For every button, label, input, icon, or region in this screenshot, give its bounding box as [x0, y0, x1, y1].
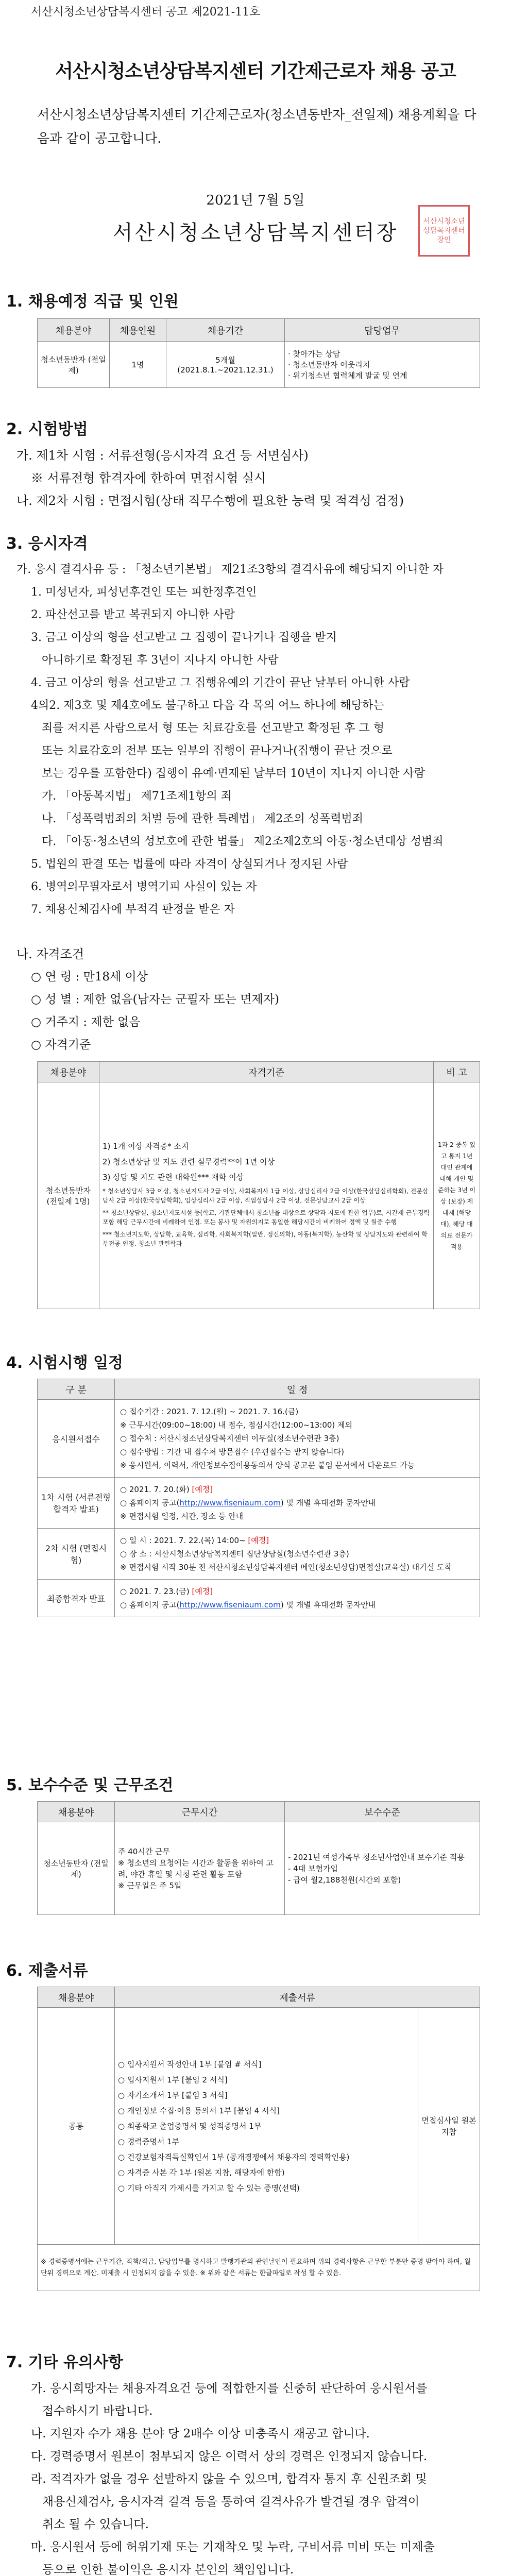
s3-item: 또는 치료감호의 전부 또는 일부의 집행이 끝나거나(집행이 끝난 것으로 — [31, 744, 393, 757]
th-s6-field: 채용분야 — [38, 1987, 115, 2008]
notice-number: 서산시청소년상담복지센터 공고 제2021-11호 — [31, 6, 261, 19]
schedule-detail — [115, 1478, 480, 1529]
s3-item: 6. 병역의무필자로서 병역기피 사실이 있는 자 — [31, 880, 257, 893]
doc-item: ○ 건강보험자격득실확인서 1부 (공개경쟁에서 채용자의 경력확인용) — [118, 2152, 350, 2162]
s3-b-item: ○ 거주지 : 제한 없음 — [31, 1015, 141, 1029]
intro-text: 서산시청소년상담복지센터 기간제근로자(청소년동반자_전일제) 채용계획을 다음과 같이 공고합니다. — [37, 107, 476, 146]
s3-items — [31, 581, 484, 921]
schedule-line: ○ 홈페이지 공고(http://www.fiseniaum.com) 및 개별 휴대전화 문자안내 — [120, 1600, 376, 1609]
schedule-line: ※ 근무시간(09:00~18:00) 내 접수, 점심시간(12:00~13:00) 제외 — [120, 1420, 353, 1430]
section-4-table — [37, 1379, 480, 1617]
doc-item: ○ 최종학교 졸업증명서 및 성적증명서 1부 — [118, 2121, 262, 2131]
schedule-line: ○ 접수처 : 서산시청소년상담복지센터 이무실(청소년수련관 3층) — [120, 1434, 339, 1443]
schedule-kind: 최종합격자 발표 — [38, 1580, 115, 1617]
th-s6-docs: 제출서류 — [115, 1987, 480, 2008]
table-row — [38, 1400, 480, 1478]
s3-b-item: ○ 자격기준 — [31, 1038, 91, 1052]
official-seal-icon: 서산시청소년상담복지센터장인 — [418, 205, 470, 257]
td-count: 1명 — [110, 342, 166, 388]
section-5-title: 5. 보수수준 및 근무조건 — [6, 1776, 174, 1794]
table-row — [38, 1478, 480, 1529]
s3-item: 아니하기로 확정된 후 3년이 지나지 아니한 사람 — [31, 654, 279, 667]
s3-item: 3. 금고 이상의 형을 선고받고 그 집행이 끝나거나 집행을 받지 — [31, 631, 337, 644]
s7-item: 라. 적격자가 없을 경우 선발하지 않을 수 있으며, 합격자 통지 후 신원조회 및 — [31, 2472, 427, 2486]
schedule-kind: 2차 시험 (면접시험) — [38, 1529, 115, 1580]
th-s3-note: 비 고 — [434, 1062, 480, 1082]
schedule-kind: 응시원서접수 — [38, 1400, 115, 1478]
td-s3-field: 청소년동반자 (전일제 1명) — [38, 1082, 99, 1309]
th-s3-field: 채용분야 — [38, 1062, 99, 1082]
s7-item: 다. 경력증명서 원본이 첨부되지 않은 이력서 상의 경력은 인정되지 않습니다. — [31, 2450, 428, 2463]
td-s5-field: 청소년동반자 (전일제) — [38, 1822, 115, 1915]
schedule-line: ※ 면접시험 시작 30분 전 서산시청소년상담복지센터 메인(청소년상담)면접실(교육실) 대기실 도착 — [120, 1563, 452, 1572]
section-5-table — [37, 1801, 480, 1915]
schedule-detail — [115, 1580, 480, 1617]
s3-item: 1. 미성년자, 피성년후견인 또는 피한정후견인 — [31, 586, 257, 599]
td-s3-note: 1과 2 중복 있고 통지 1년 대인 관계에 대해 개인 및 준하는 3년 이상 (보장) 제 대제 (해당 대), 해당 대 의료 전문가 적용 — [434, 1082, 480, 1309]
schedule-line: ○ 장 소 : 서산시청소년상담복지센터 집단상담실(청소년수련관 3층) — [120, 1549, 349, 1558]
doc-item: ○ 입사지원서 작성안내 1부 [붙임 # 서식] — [118, 2059, 262, 2069]
s7-item: 취소 될 수 있습니다. — [31, 2518, 149, 2531]
s7-items — [31, 2377, 484, 2576]
s3-item: 7. 채용신체검사에 부적격 판정을 받은 자 — [31, 903, 235, 916]
td-s5-pay: - 2021년 여성가족부 청소년사업안내 보수기준 적용 - 4대 보험가입 - 급여 월2,188천원(시간외 포함) — [285, 1822, 480, 1915]
schedule-line: ○ 2021. 7. 23.(금) [예정] — [120, 1587, 213, 1596]
th-period: 채용기간 — [166, 319, 285, 342]
table-row — [38, 1529, 480, 1580]
s7-item: 마. 응시원서 등에 허위기재 또는 기재착오 및 누락, 구비서류 미비 또는 미제출 — [31, 2540, 435, 2554]
schedule-line: ○ 접수방법 : 기간 내 접수처 방문접수 (우편접수는 받지 않습니다) — [120, 1447, 345, 1456]
td-s6-field: 공통 — [38, 2008, 115, 2245]
schedule-line: ※ 면접시험 일정, 시간, 장소 등 안내 — [120, 1512, 244, 1521]
s3-item: 죄를 저지른 사람으로서 형 또는 치료감호를 선고받고 확정된 후 그 형 — [31, 722, 384, 735]
schedule-line: ○ 홈페이지 공고(http://www.fiseniaum.com) 및 개별 휴대전화 문자안내 — [120, 1498, 376, 1507]
s3-a: 가. 응시 결격사유 등 : 「청소년기본법」 제21조3항의 결격사유에 해당되지 아니한 자 — [16, 563, 444, 576]
s3-item: 다. 「아동·청소년의 성보호에 관한 법률」 제2조제2호의 아동·청소년대상 성범죄 — [31, 835, 444, 848]
criteria-line: * 청소년상담사 3급 이상, 청소년지도사 2급 이상, 사회복지사 1급 이상, 상담심리사 2급 이상(한국상담심리학회), 전문상담사 2급 이상(한국상담학회), 임상심리사 2급 이상, 직업상담사 2급 이상, 전문상담교사 2급 이상 — [103, 1187, 429, 1204]
section-3-table — [37, 1061, 480, 1309]
td-period: 5개월 (2021.8.1.~2021.12.31.) — [166, 342, 285, 388]
s3-b-item: ○ 성 별 : 제한 없음(남자는 군필자 또는 면제자) — [31, 993, 279, 1006]
th-duty: 담당업무 — [285, 319, 480, 342]
th-count: 채용인원 — [110, 319, 166, 342]
s3-item: 나. 「성폭력범죄의 처벌 등에 관한 특례법」 제2조의 성폭력범죄 — [31, 812, 363, 825]
s7-item: 가. 응시희망자는 채용자격요건 등에 적합한지를 신중히 판단하여 응시원서를 — [31, 2382, 428, 2395]
s7-item: 접수하시기 바랍니다. — [31, 2404, 153, 2418]
s7-item: 채용신체검사, 응시자격 결격 등을 통하여 결격사유가 발견될 경우 합격이 — [31, 2495, 420, 2509]
schedule-line: ○ 2021. 7. 20.(화) [예정] — [120, 1485, 213, 1494]
td-field: 청소년동반자 (전일제) — [38, 342, 110, 388]
s3-item: 2. 파산선고를 받고 복권되지 아니한 사람 — [31, 608, 235, 621]
schedule-detail — [115, 1400, 480, 1478]
schedule-line: ○ 일 시 : 2021. 7. 22.(목) 14:00~ [예정] — [120, 1536, 269, 1545]
th-s5-field: 채용분야 — [38, 1802, 115, 1822]
doc-item: ○ 자격증 사본 각 1부 (원본 지참, 해당자에 한함) — [118, 2167, 285, 2177]
doc-item: ○ 경력증명서 1부 — [118, 2137, 180, 2146]
th-s4-schedule: 일 정 — [115, 1379, 480, 1400]
section-1-title: 1. 채용예정 직급 및 인원 — [6, 293, 179, 311]
s3-b-item: ○ 연 령 : 만18세 이상 — [31, 970, 148, 984]
td-s3-criteria — [99, 1082, 434, 1309]
schedule-detail — [115, 1529, 480, 1580]
doc-item: ○ 기타 아직지 가제시를 가지고 할 수 있는 증명(선택) — [118, 2183, 300, 2193]
doc-item: ○ 입사지원서 1부 [붙임 2 서식] — [118, 2075, 228, 2084]
s3-item: 5. 법원의 판결 또는 법률에 따라 자격이 상실되거나 정지된 사람 — [31, 858, 348, 871]
s2-line-3: 나. 제2차 시험 : 면접시험(상태 직무수행에 필요한 능력 및 적격성 검정) — [16, 494, 404, 508]
s3-b-items — [31, 965, 279, 1056]
criteria-line: 2) 청소년상담 및 지도 관련 실무경력**이 1년 이상 — [103, 1157, 275, 1166]
notice-date: 2021년 7월 5일 — [206, 193, 305, 208]
td-s6-side: 면접심사일 원본 지참 — [418, 2008, 480, 2245]
td-s6-docs — [115, 2008, 418, 2245]
criteria-line: 3) 상담 및 지도 관련 대학원*** 재학 이상 — [103, 1172, 244, 1182]
s3-item: 보는 경우를 포함한다) 집행이 유예·면제된 날부터 10년이 지나지 아니한 사람 — [31, 767, 425, 780]
td-duty: · 찾아가는 상담 · 청소년동반자 어웃리치 · 위기청소년 협력체계 발굴 및 연계 — [285, 342, 480, 388]
criteria-line: 1) 1개 이상 자격증* 소지 — [103, 1141, 189, 1151]
th-field: 채용분야 — [38, 319, 110, 342]
th-s5-pay: 보수수준 — [285, 1802, 480, 1822]
s3-item: 4의2. 제3호 및 제4호에도 불구하고 다음 각 목의 어느 하나에 해당하는 — [31, 699, 384, 712]
s3-b-title: 나. 자격조건 — [16, 947, 84, 961]
s7-item: 등으로 인한 불이익은 응시자 본인의 책임입니다. — [31, 2563, 294, 2576]
criteria-line: ** 청소년상담실, 청소년지도시설 등(학교, 기관단체에서 청소년을 대상으로 상담과 지도에 관한 업무)로, 시간제 근무경력 포함 해당 근무시간에 비례하여 인정. 또는 봉사 및 자원의지로 동일한 해당시간이 비례하여 정액 및 월중 수행 — [103, 1209, 430, 1226]
section-6-title: 6. 제출서류 — [6, 1962, 88, 1980]
organization-name: 서산시청소년상담복지센터장 — [112, 221, 399, 245]
table-row — [38, 1580, 480, 1617]
section-2-title: 2. 시험방법 — [6, 420, 88, 438]
s7-item: 나. 지원자 수가 채용 분야 당 2배수 이상 미충족시 재공고 합니다. — [31, 2427, 370, 2441]
th-s4-kind: 구 분 — [38, 1379, 115, 1400]
section-3-title: 3. 응시자격 — [6, 535, 88, 553]
schedule-line: ○ 접수기간 : 2021. 7. 12.(월) ~ 2021. 7. 16.(금) — [120, 1407, 299, 1416]
schedule-kind: 1차 시험 (서류전형 합격자 발표) — [38, 1478, 115, 1529]
doc-item: ○ 개인정보 수집·이용 동의서 1부 [붙임 4 서식] — [118, 2106, 280, 2115]
s3-item: 4. 금고 이상의 형을 선고받고 그 집행유예의 기간이 끝난 날부터 아니한 사람 — [31, 676, 410, 689]
page-title: 서산시청소년상담복지센터 기간제근로자 채용 공고 — [55, 61, 456, 82]
s2-line-2: ※ 서류전형 합격자에 한하여 면접시험 실시 — [31, 471, 266, 485]
doc-item: ○ 자기소개서 1부 [붙임 3 서식] — [118, 2090, 228, 2100]
schedule-line: ※ 응시원서, 이력서, 개인정보수집이용동의서 양식 공고문 붙임 문서에서 다운로드 가능 — [120, 1461, 415, 1470]
th-s3-criteria: 자격기준 — [99, 1062, 434, 1082]
section-6-table — [37, 1987, 480, 2291]
section-1-table — [37, 318, 480, 388]
s2-line-1: 가. 제1차 시험 : 서류전형(응시자격 요건 등 서면심사) — [16, 448, 309, 463]
td-s6-footnote: ※ 경력증명서에는 근무기간, 직책/직급, 담당업무를 명시하고 발행기관의 관인날인이 필요하며 위의 경력사항은 근무한 부분만 증명 받아야 하며, 월 단위 경력으로 계산. 미제출 시 인정되지 않을 수 있음. ※ 위와 같은 서류는 한글파일로 작성 할 수 있음. — [38, 2245, 480, 2291]
section-4-title: 4. 시험시행 일정 — [6, 1354, 124, 1372]
section-7-title: 7. 기타 유의사항 — [6, 2353, 124, 2371]
s3-item: 가. 「아동복지법」 제71조제1항의 죄 — [31, 790, 232, 803]
td-s5-hours: 주 40시간 근무 ※ 청소년의 요청에는 시간과 활동을 위하여 고려, 야간 휴일 및 시청 관련 활동 포함 ※ 근무일은 주 5일 — [115, 1822, 285, 1915]
th-s5-hours: 근무시간 — [115, 1802, 285, 1822]
criteria-line: *** 청소년지도학, 상담학, 교육학, 심리학, 사회복지학(일반, 정신의학), 아동(복지학), 농산학 및 상담지도와 관련하여 학부전공 인정. 청소년 관련학과 — [103, 1230, 428, 1247]
